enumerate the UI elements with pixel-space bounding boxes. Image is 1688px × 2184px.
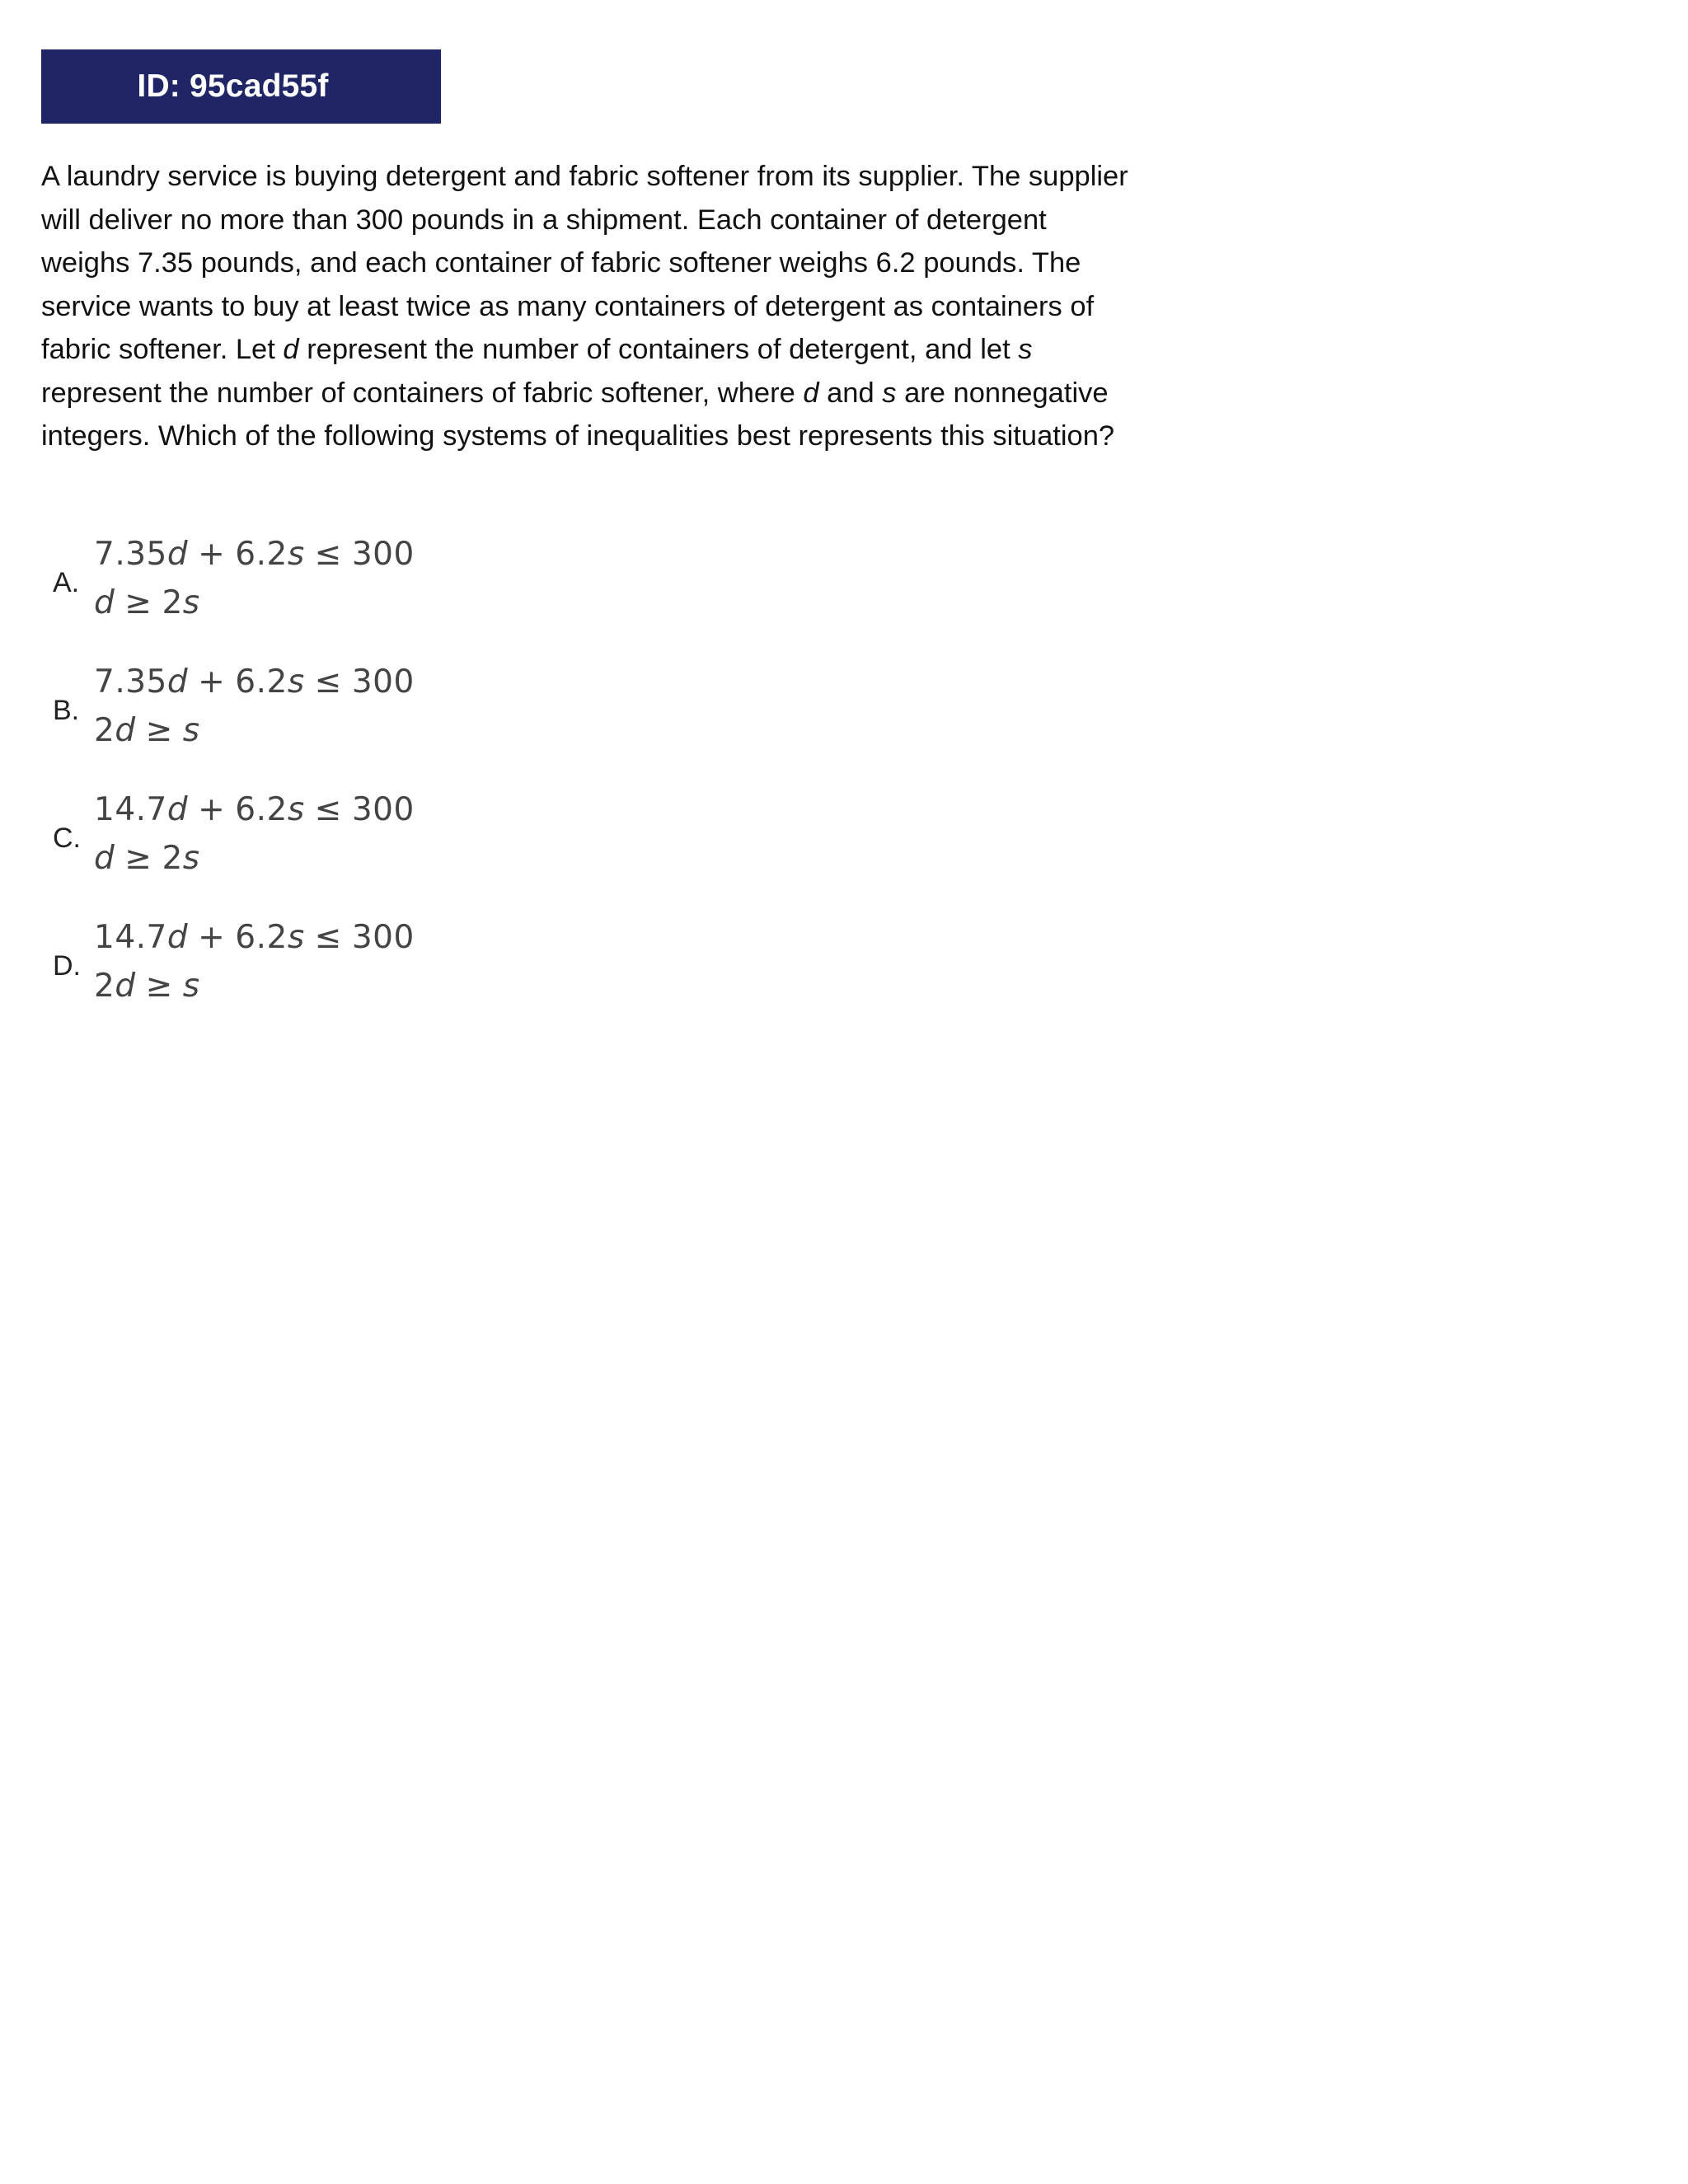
question-text-part: and [818, 377, 883, 409]
inequality-line-2: d ≥ 2s [94, 584, 200, 621]
question-text [41, 155, 1137, 458]
inequality-line-2: 2d ≥ s [94, 968, 200, 1005]
inequality-line-2: 2d ≥ s [94, 712, 200, 749]
answer-choice-c[interactable] [53, 791, 630, 882]
choice-letter: A. [53, 567, 80, 598]
question-text-part: represent the number of containers of fabric softener, where [41, 377, 804, 409]
inequality-line-1: 14.7d + 6.2s ≤ 300 [94, 919, 415, 956]
answer-choice-d[interactable] [53, 919, 630, 1010]
id-banner [41, 49, 441, 124]
question-id-label: ID: 95cad55f [137, 68, 329, 104]
question-stem [41, 155, 1137, 458]
inequality-line-2: d ≥ 2s [94, 840, 200, 877]
question-text-part: A laundry service is buying detergent and fabric softener from its supplier. The supplier will deliver no more than 300 pounds in a shipment. Each container of detergent weighs 7.35 pounds, and each container of fabric softener weighs 6.2 pounds. The service wants to buy at least twice as many containers of detergent as containers of fabric softener. Let [41, 161, 1128, 365]
choice-letter: B. [53, 695, 80, 726]
inequality-line-1: 7.35d + 6.2s ≤ 300 [94, 663, 415, 701]
variable-d: d [803, 377, 819, 409]
answer-choice-a[interactable] [53, 536, 630, 626]
question-text-part: are nonnegative integers. Which of the following systems of inequalities best represents this situation? [41, 377, 1115, 452]
answer-choice-b[interactable] [53, 663, 630, 754]
question-text-part: represent the number of containers of detergent, and let [298, 334, 1019, 365]
choice-letter: C. [53, 823, 81, 854]
variable-d: d [283, 334, 299, 365]
inequality-line-1: 7.35d + 6.2s ≤ 300 [94, 536, 415, 573]
variable-s: s [1018, 334, 1033, 365]
variable-s: s [882, 377, 897, 409]
inequality-line-1: 14.7d + 6.2s ≤ 300 [94, 791, 415, 828]
choice-letter: D. [53, 950, 81, 982]
